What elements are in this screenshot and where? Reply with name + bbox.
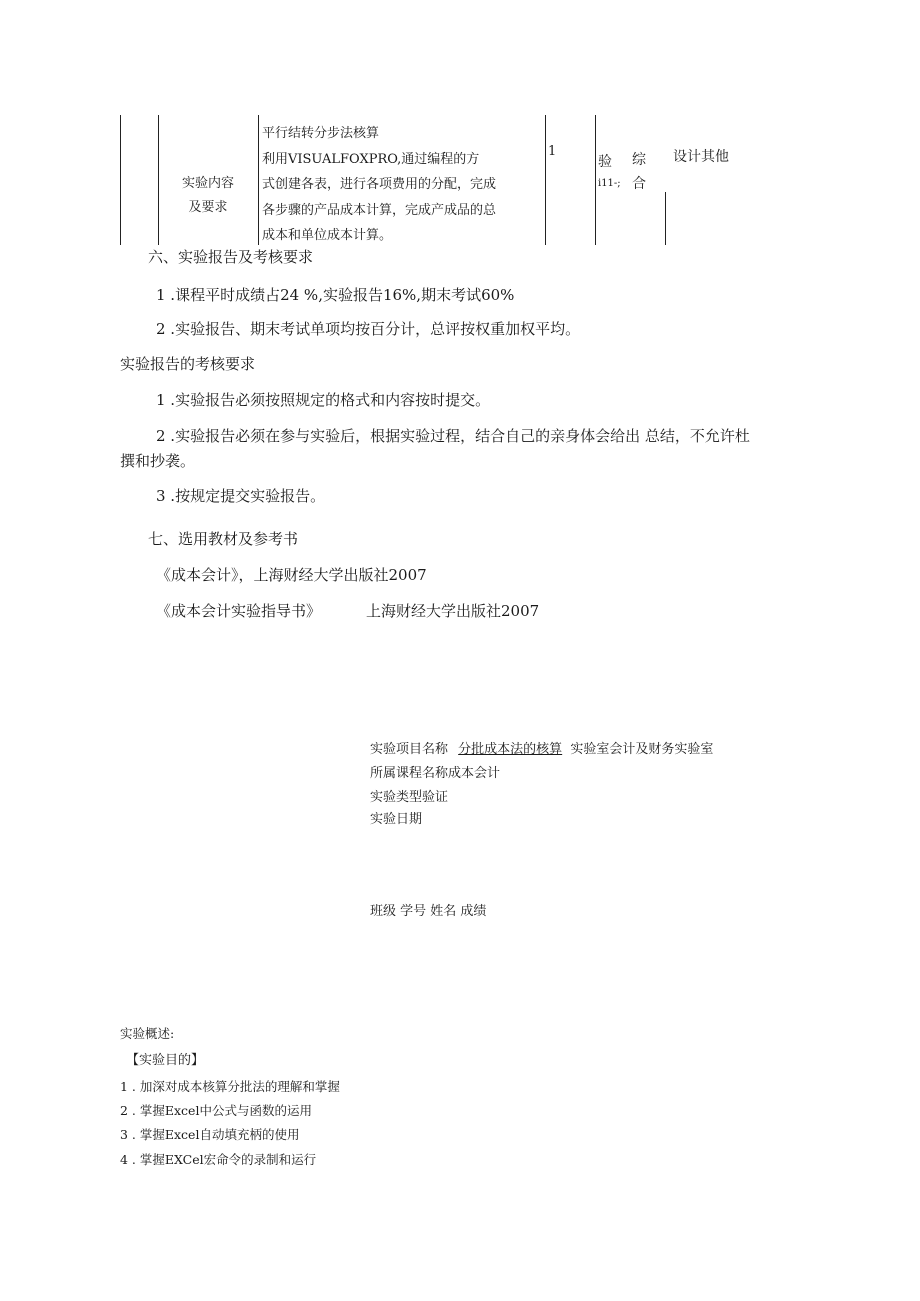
content-cell <box>262 121 544 249</box>
experiment-type: 实验类型验证 <box>370 790 449 805</box>
row-label-line1: 实验内容 <box>181 176 234 191</box>
book2-publisher: 上海财经大学出版社2007 <box>366 602 540 620</box>
experiment-name-label: 实验项目名称 <box>370 742 449 757</box>
report-req-item2-line1: 2 .实验报告必须在参与实验后，根据实验过程，结合自己的亲身体会给出 总结，不允许杜 <box>156 427 750 445</box>
report-req-item3: 3 .按规定提交实验报告。 <box>156 487 326 505</box>
purpose-heading: 【实验目的】 <box>126 1053 205 1068</box>
hours-cell: 1 <box>548 144 557 159</box>
row-label <box>158 172 258 220</box>
category-cell: 设计其他 <box>673 149 729 165</box>
section6-item1: 1 .课程平时成绩占24 %,实验报告16%,期末考试60% <box>156 286 515 304</box>
student-info-line: 班级 学号 姓名 成绩 <box>370 904 487 919</box>
table-divider-4 <box>595 115 596 245</box>
purpose-item: 3 . 掌握Excel自动填充柄的使用 <box>120 1127 300 1142</box>
purpose-item: 4 . 掌握EXCel宏命令的录制和运行 <box>120 1152 317 1167</box>
purpose-item: 1 . 加深对成本核算分批法的理解和掌握 <box>120 1079 340 1094</box>
report-req-heading: 实验报告的考核要求 <box>120 355 256 373</box>
section6-heading: 六、实验报告及考核要求 <box>148 248 314 266</box>
content-line: 利用VISUALFOXPRO,通过编程的方 <box>262 151 480 167</box>
experiment-name-value: 分批成本法的核算 <box>458 742 563 757</box>
table-divider-5 <box>665 192 666 245</box>
purpose-item: 2 . 掌握Excel中公式与函数的运用 <box>120 1103 312 1118</box>
table-divider-2 <box>258 115 259 245</box>
type-a-line1: 验 <box>598 154 612 170</box>
experiment-date: 实验日期 <box>370 812 423 827</box>
report-req-item2-line2: 撰和抄袭。 <box>120 452 196 470</box>
type-a-line2: i11-; <box>598 178 621 189</box>
report-req-item1: 1 .实验报告必须按照规定的格式和内容按时提交。 <box>156 391 491 409</box>
book2-title: 《成本会计实验指导书》 <box>156 602 322 620</box>
type-b-line2: 合 <box>632 176 646 192</box>
content-line: 各步骤的产品成本计算，完成产成品的总 <box>262 202 497 218</box>
book1: 《成本会计》，上海财经大学出版社2007 <box>156 566 427 584</box>
type-b-line1: 综 <box>632 152 646 168</box>
table-border-left <box>120 115 121 245</box>
experiment-name-row <box>370 738 713 757</box>
overview-heading: 实验概述: <box>120 1026 175 1041</box>
content-line: 平行结转分步法核算 <box>262 126 380 141</box>
experiment-lab: 实验室会计及财务实验室 <box>570 742 714 757</box>
section6-item2: 2 .实验报告、期末考试单项均按百分计，总评按权重加权平均。 <box>156 320 581 338</box>
section7-heading: 七、选用教材及参考书 <box>148 530 299 548</box>
content-line: 式创建各表，进行各项费用的分配，完成 <box>262 177 497 192</box>
experiment-course: 所属课程名称成本会计 <box>370 766 501 781</box>
table-divider-3 <box>545 115 546 245</box>
content-line: 成本和单位成本计算。 <box>262 228 393 243</box>
row-label-line2: 及要求 <box>188 200 228 215</box>
